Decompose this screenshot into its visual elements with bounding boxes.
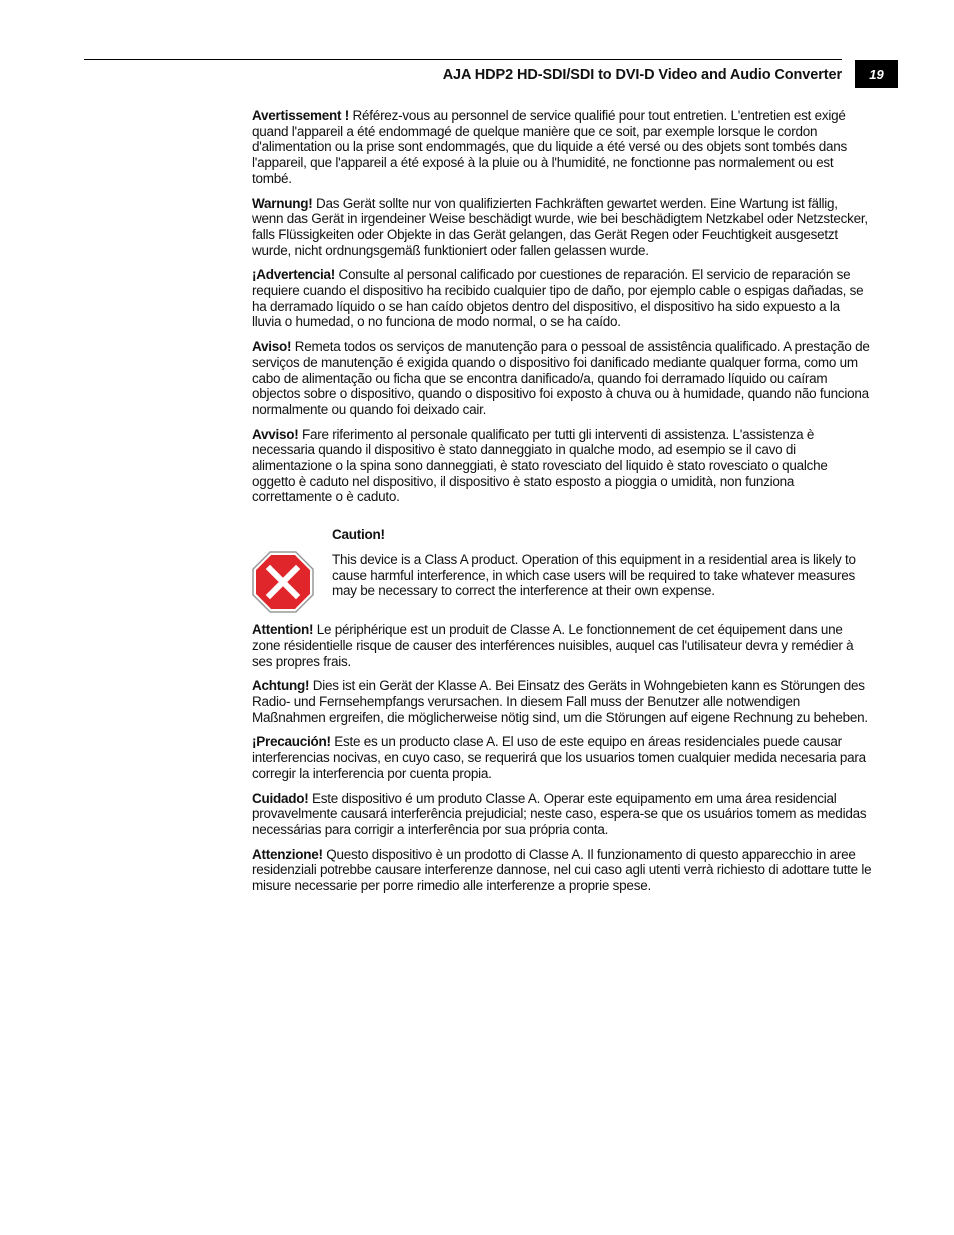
warning-text: Le périphérique est un produit de Classe A. Le fonctionnement de cet équipement dans une zone résidentielle risque de causer des interférences nuisibles, auquel cas l'utilisateur devra y remédier à ses propres frais. <box>252 622 854 669</box>
warning-paragraph-pt <box>252 339 872 418</box>
classa-paragraph-it <box>252 847 872 894</box>
warning-text: Dies ist ein Gerät der Klasse A. Bei Einsatz des Geräts in Wohngebieten kann es Störungen des Radio- und Fernsehempfangs verursachen. In diesem Fall muss der Benutzer alle notwendigen Maßnahmen ergreifen, die möglicherweise nötig sind, um die Störungen auf eigene Rechnung zu beheben. <box>252 678 868 725</box>
caution-block <box>252 527 872 613</box>
warning-text: Este dispositivo é um produto Classe A. Operar este equipamento em uma área residencial provavelmente causará interferência prejudicial; neste caso, espera-se que os usuários tomem as medidas necessárias para corrigir a interferência por sua própria conta. <box>252 790 867 837</box>
warning-text: Este es un producto clase A. El uso de este equipo en áreas residenciales puede causar interferencias nocivas, en cuyo caso, se requerirá que los usuarios tomen cualquier medida necesaria para corregir la interferencia por cuenta propia. <box>252 734 866 781</box>
warning-text: Fare riferimento al personale qualificato per tutti gli interventi di assistenza. L'assistenza è necessaria quando il dispositivo è stato danneggiato in qualche modo, ad esempio se il cavo di alimentazione o la spina sono danneggiati, è stato rovesciato del liquido è stato rovesciato o qualche oggetto è caduto nel dispositivo, il dispositivo è stato esposto a pioggia o umidità, non funziona correttamente o è caduto. <box>252 426 828 505</box>
classa-paragraph-es <box>252 734 872 781</box>
warning-label: Avertissement ! <box>252 108 350 123</box>
page-content <box>252 108 872 903</box>
header-rule <box>84 59 842 60</box>
warning-label: Aviso! <box>252 339 292 355</box>
page-number: 19 <box>855 60 898 88</box>
classa-paragraph-de <box>252 678 872 725</box>
caution-title: Caution! <box>332 527 385 543</box>
caution-text: This device is a Class A product. Operation of this equipment in a residential area is likely to cause harmful interference, in which case users will be required to take whatever measures may be necessary to correct the interference at their own expense. <box>332 551 856 599</box>
caution-body <box>332 527 872 613</box>
warning-label: ¡Precaución! <box>252 734 331 750</box>
classa-paragraph-fr <box>252 622 872 669</box>
classa-paragraph-pt <box>252 791 872 838</box>
warning-label: Attention! <box>252 622 314 638</box>
stop-x-icon <box>252 527 332 613</box>
warning-text: Remeta todos os serviços de manutenção para o pessoal de assistência qualificado. A prestação de serviços de manutenção é exigida quando o dispositivo foi danificado mediante qualquer forma, como um cabo de alimentação ou ficha que se encontra danificado/a, quando foi derramado líquido ou caíram objectos sobre o dispositivo, quando o dispositivo foi exposto à chuva ou à humidade, quando não funciona normalmente ou quando foi deixado cair. <box>252 339 870 417</box>
warning-paragraph-de <box>252 196 872 259</box>
warning-label: Attenzione! <box>252 846 323 862</box>
warning-label: Cuidado! <box>252 790 309 806</box>
warning-text: Das Gerät sollte nur von qualifizierten Fachkräften gewartet werden. Eine Wartung ist fällig, wenn das Gerät in irgendeiner Weise beschädigt wurde, wie bei beschädigtem Netzkabel oder Netzstecker, falls Flüssigkeiten oder Objekte in das Gerät gelangen, das Gerät Regen oder Feuchtigkeit ausgesetzt wurde, nicht ordnungsgemäß funktioniert oder fallen gelassen wurde. <box>252 195 868 258</box>
warning-text: Questo dispositivo è un prodotto di Classe A. Il funzionamento di questo apparecchio in aree residenziali potrebbe causare interferenze dannose, nel cui caso agli utenti verrà richiesto di adottare tutte le misure necessarie per porre rimedio alle interferenze a proprie spese. <box>252 846 872 894</box>
warning-text: Consulte al personal calificado por cuestiones de reparación. El servicio de reparación se requiere cuando el dispositivo ha recibido cualquier tipo de daño, por ejemplo cable o espigas dañadas, se ha derramado líquido o se han caído objetos dentro del dispositivo, el dispositivo ha sido expuesto a la lluvia o humedad, o no funciona de modo normal, o se ha caído. <box>252 267 864 330</box>
warning-paragraph-es <box>252 267 872 330</box>
warning-label: Achtung! <box>252 678 310 694</box>
warning-label: ¡Advertencia! <box>252 267 336 283</box>
document-title: AJA HDP2 HD-SDI/SDI to DVI-D Video and Audio Converter <box>442 67 842 83</box>
warning-paragraph-fr <box>252 108 872 187</box>
warning-text: Référez-vous au personnel de service qualifié pour tout entretien. L'entretien est exigé quand l'appareil a été endommagé de quelque manière que ce soit, par exemple lorsque le cordon d'alimentation ou la prise sont endommagés, que du liquide a été versé ou des objets sont tombés dans l'appareil, que l'appareil a été exposé à la pluie ou à l'humidité, ne fonctionne pas normalement ou est tombé. <box>252 108 847 186</box>
warning-label: Avviso! <box>252 426 299 442</box>
warning-paragraph-it <box>252 427 872 506</box>
warning-label: Warnung! <box>252 195 313 211</box>
